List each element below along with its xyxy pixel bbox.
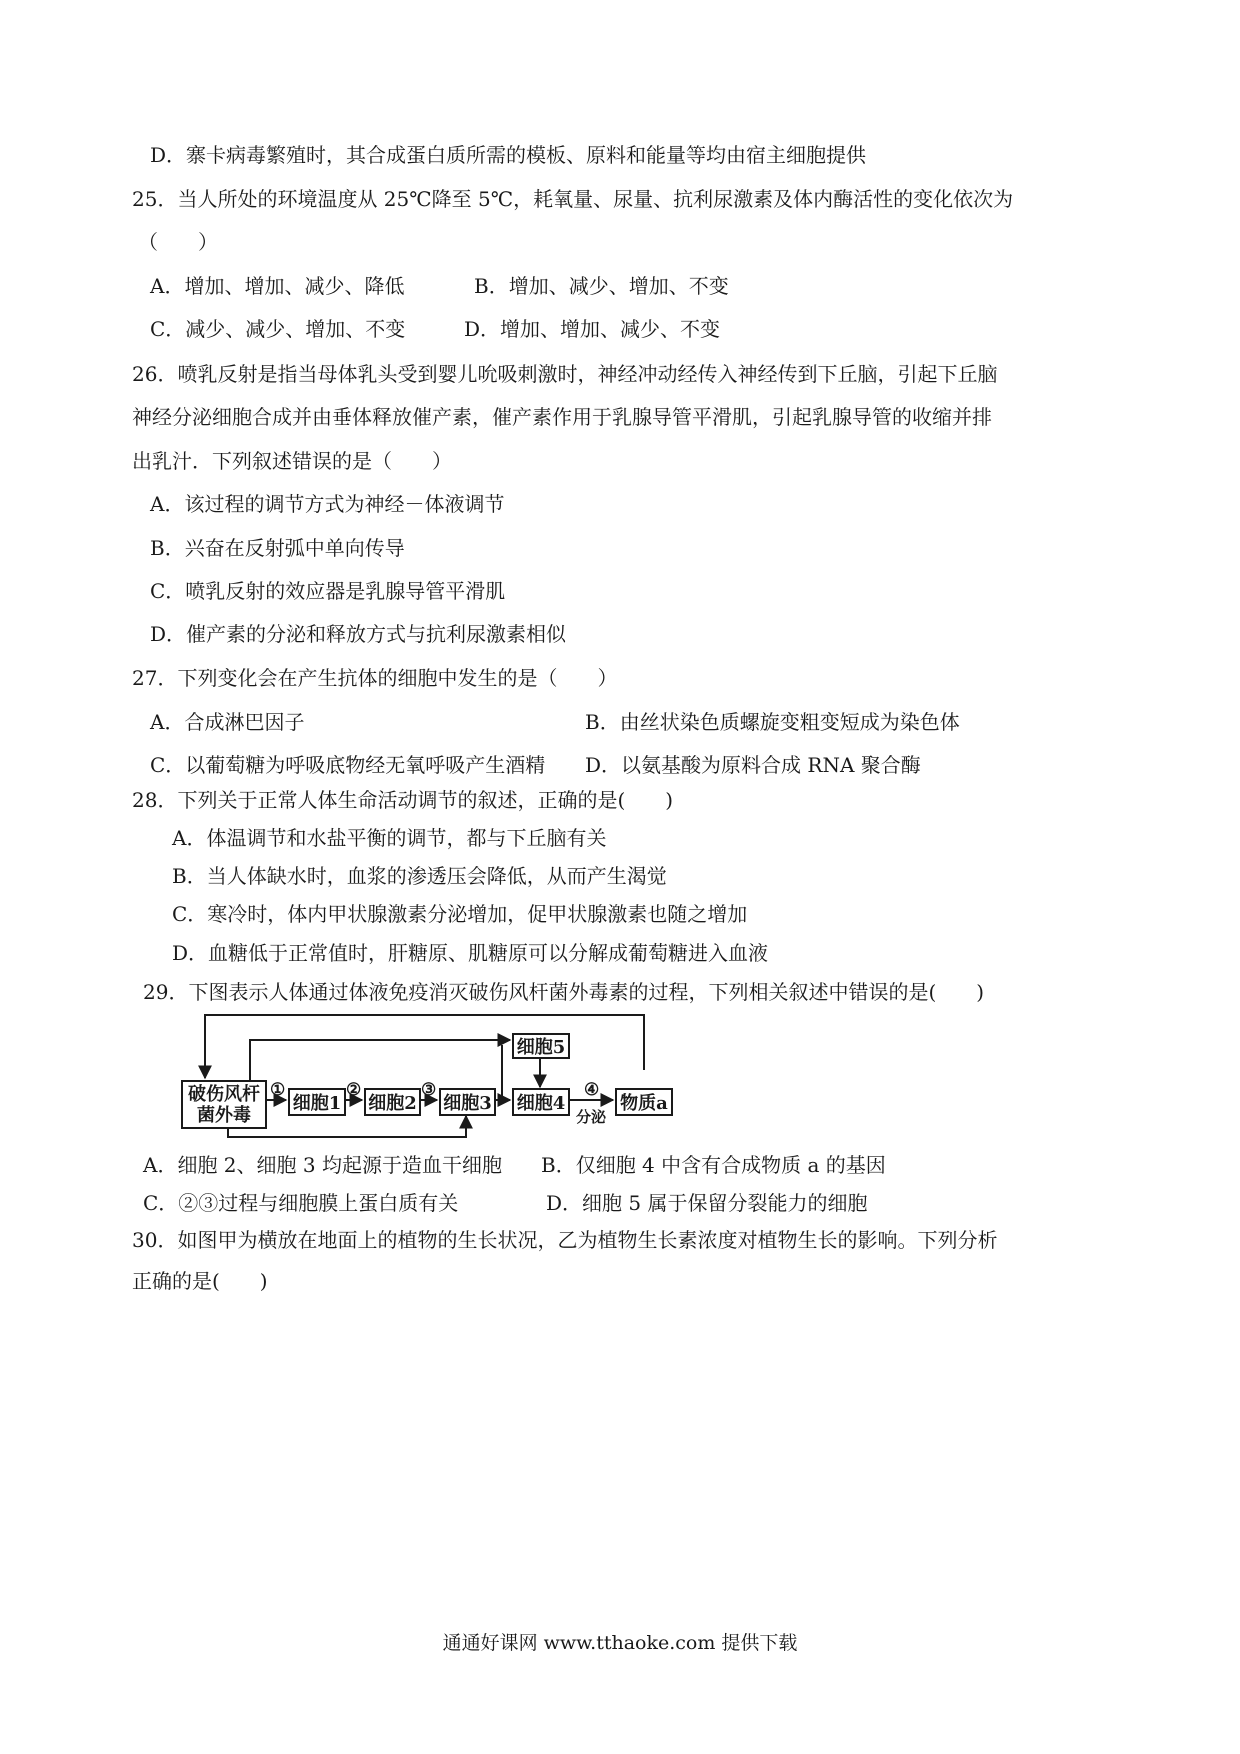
cell4-box: [512, 1088, 570, 1116]
q25-stem-line1: 25．当人所处的环境温度从 25℃降至 5℃，耗氧量、尿量、抗利尿激素及体内酶活性的变化依次为: [132, 187, 1014, 211]
step-3-label: ③: [421, 1080, 437, 1100]
cell2-box: [364, 1088, 421, 1116]
q25-stem-line2: （ ）: [138, 230, 218, 254]
q24-option-d: D．寨卡病毒繁殖时，其合成蛋白质所需的模板、原料和能量等均由宿主细胞提供: [150, 143, 867, 167]
q28-option-c: C．寒冷时，体内甲状腺激素分泌增加，促甲状腺激素也随之增加: [172, 902, 748, 926]
cell5-label: 细胞5: [516, 1037, 566, 1058]
cell5-box: [512, 1033, 570, 1059]
feedback-arrow: [205, 1015, 644, 1078]
page-footer: 通通好课网 www.tthaoke.com 提供下载: [442, 1632, 798, 1654]
q25-option-b: B．增加、减少、增加、不变: [474, 274, 729, 298]
toxin-label-1: 破伤风杆: [188, 1083, 260, 1105]
cell1-label: 细胞1: [292, 1093, 342, 1114]
q28-stem: 28．下列关于正常人体生命活动调节的叙述，正确的是( ): [132, 788, 674, 812]
step-1-label: ①: [270, 1080, 286, 1100]
secrete-label: 分泌: [576, 1108, 607, 1126]
q25-option-c: C．减少、减少、增加、不变: [150, 317, 406, 341]
q27-option-b: B．由丝状染色质螺旋变粗变短成为染色体: [585, 710, 960, 734]
q30-stem-line1: 30．如图甲为横放在地面上的植物的生长状况，乙为植物生长素浓度对植物生长的影响。下列分析: [132, 1228, 998, 1252]
cell1-box: [288, 1088, 346, 1116]
q29-option-c: C．②③过程与细胞膜上蛋白质有关: [143, 1191, 459, 1215]
q26-stem-line1: 26．喷乳反射是指当母体乳头受到婴儿吮吸刺激时，神经冲动经传入神经传到下丘脑，引起下丘脑: [132, 362, 998, 386]
substance-a-label: 物质a: [620, 1093, 668, 1114]
q25-option-a: A．增加、增加、减少、降低: [150, 274, 405, 298]
toxin-label-2: 菌外毒: [197, 1104, 251, 1126]
q27-option-d: D．以氨基酸为原料合成 RNA 聚合酶: [585, 753, 921, 777]
q28-option-a: A．体温调节和水盐平衡的调节，都与下丘脑有关: [172, 826, 607, 850]
q27-option-a: A．合成淋巴因子: [150, 710, 305, 734]
q28-option-d: D．血糖低于正常值时，肝糖原、肌糖原可以分解成葡萄糖进入血液: [172, 941, 769, 965]
q28-option-b: B．当人体缺水时，血浆的渗透压会降低，从而产生渴觉: [172, 864, 667, 888]
cell3-label: 细胞3: [443, 1093, 492, 1114]
cell2-label: 细胞2: [368, 1093, 417, 1114]
step-2-label: ②: [346, 1080, 362, 1100]
q25-option-d: D．增加、增加、减少、不变: [464, 317, 721, 341]
q26-stem-line2: 神经分泌细胞合成并由垂体释放催产素，催产素作用于乳腺导管平滑肌，引起乳腺导管的收缩并排: [132, 405, 992, 429]
cell4-label: 细胞4: [516, 1093, 566, 1114]
q26-option-a: A．该过程的调节方式为神经－体液调节: [150, 492, 505, 516]
q26-option-b: B．兴奋在反射弧中单向传导: [150, 536, 405, 560]
step-4-label: ④: [584, 1080, 600, 1100]
q26-stem-line3: 出乳汁．下列叙述错误的是（ ）: [132, 449, 452, 473]
q29-option-a: A．细胞 2、细胞 3 均起源于造血干细胞: [143, 1153, 502, 1177]
q29-option-d: D．细胞 5 属于保留分裂能力的细胞: [546, 1191, 868, 1215]
q26-option-c: C．喷乳反射的效应器是乳腺导管平滑肌: [150, 579, 506, 603]
toxin-to-cell5-arrow: [250, 1040, 510, 1080]
q29-stem: 29．下图表示人体通过体液免疫消灭破伤风杆菌外毒素的过程，下列相关叙述中错误的是( ): [143, 980, 985, 1004]
cell3-box: [439, 1088, 496, 1116]
q27-stem: 27．下列变化会在产生抗体的细胞中发生的是（ ）: [132, 666, 618, 690]
q29-option-b: B．仅细胞 4 中含有合成物质 a 的基因: [541, 1153, 886, 1177]
q30-stem-line2: 正确的是( ): [132, 1269, 268, 1293]
toxin-box: [181, 1080, 267, 1129]
substance-a-box: [615, 1088, 673, 1116]
q26-option-d: D．催产素的分泌和释放方式与抗利尿激素相似: [150, 622, 567, 646]
q27-option-c: C．以葡萄糖为呼吸底物经无氧呼吸产生酒精: [150, 753, 546, 777]
